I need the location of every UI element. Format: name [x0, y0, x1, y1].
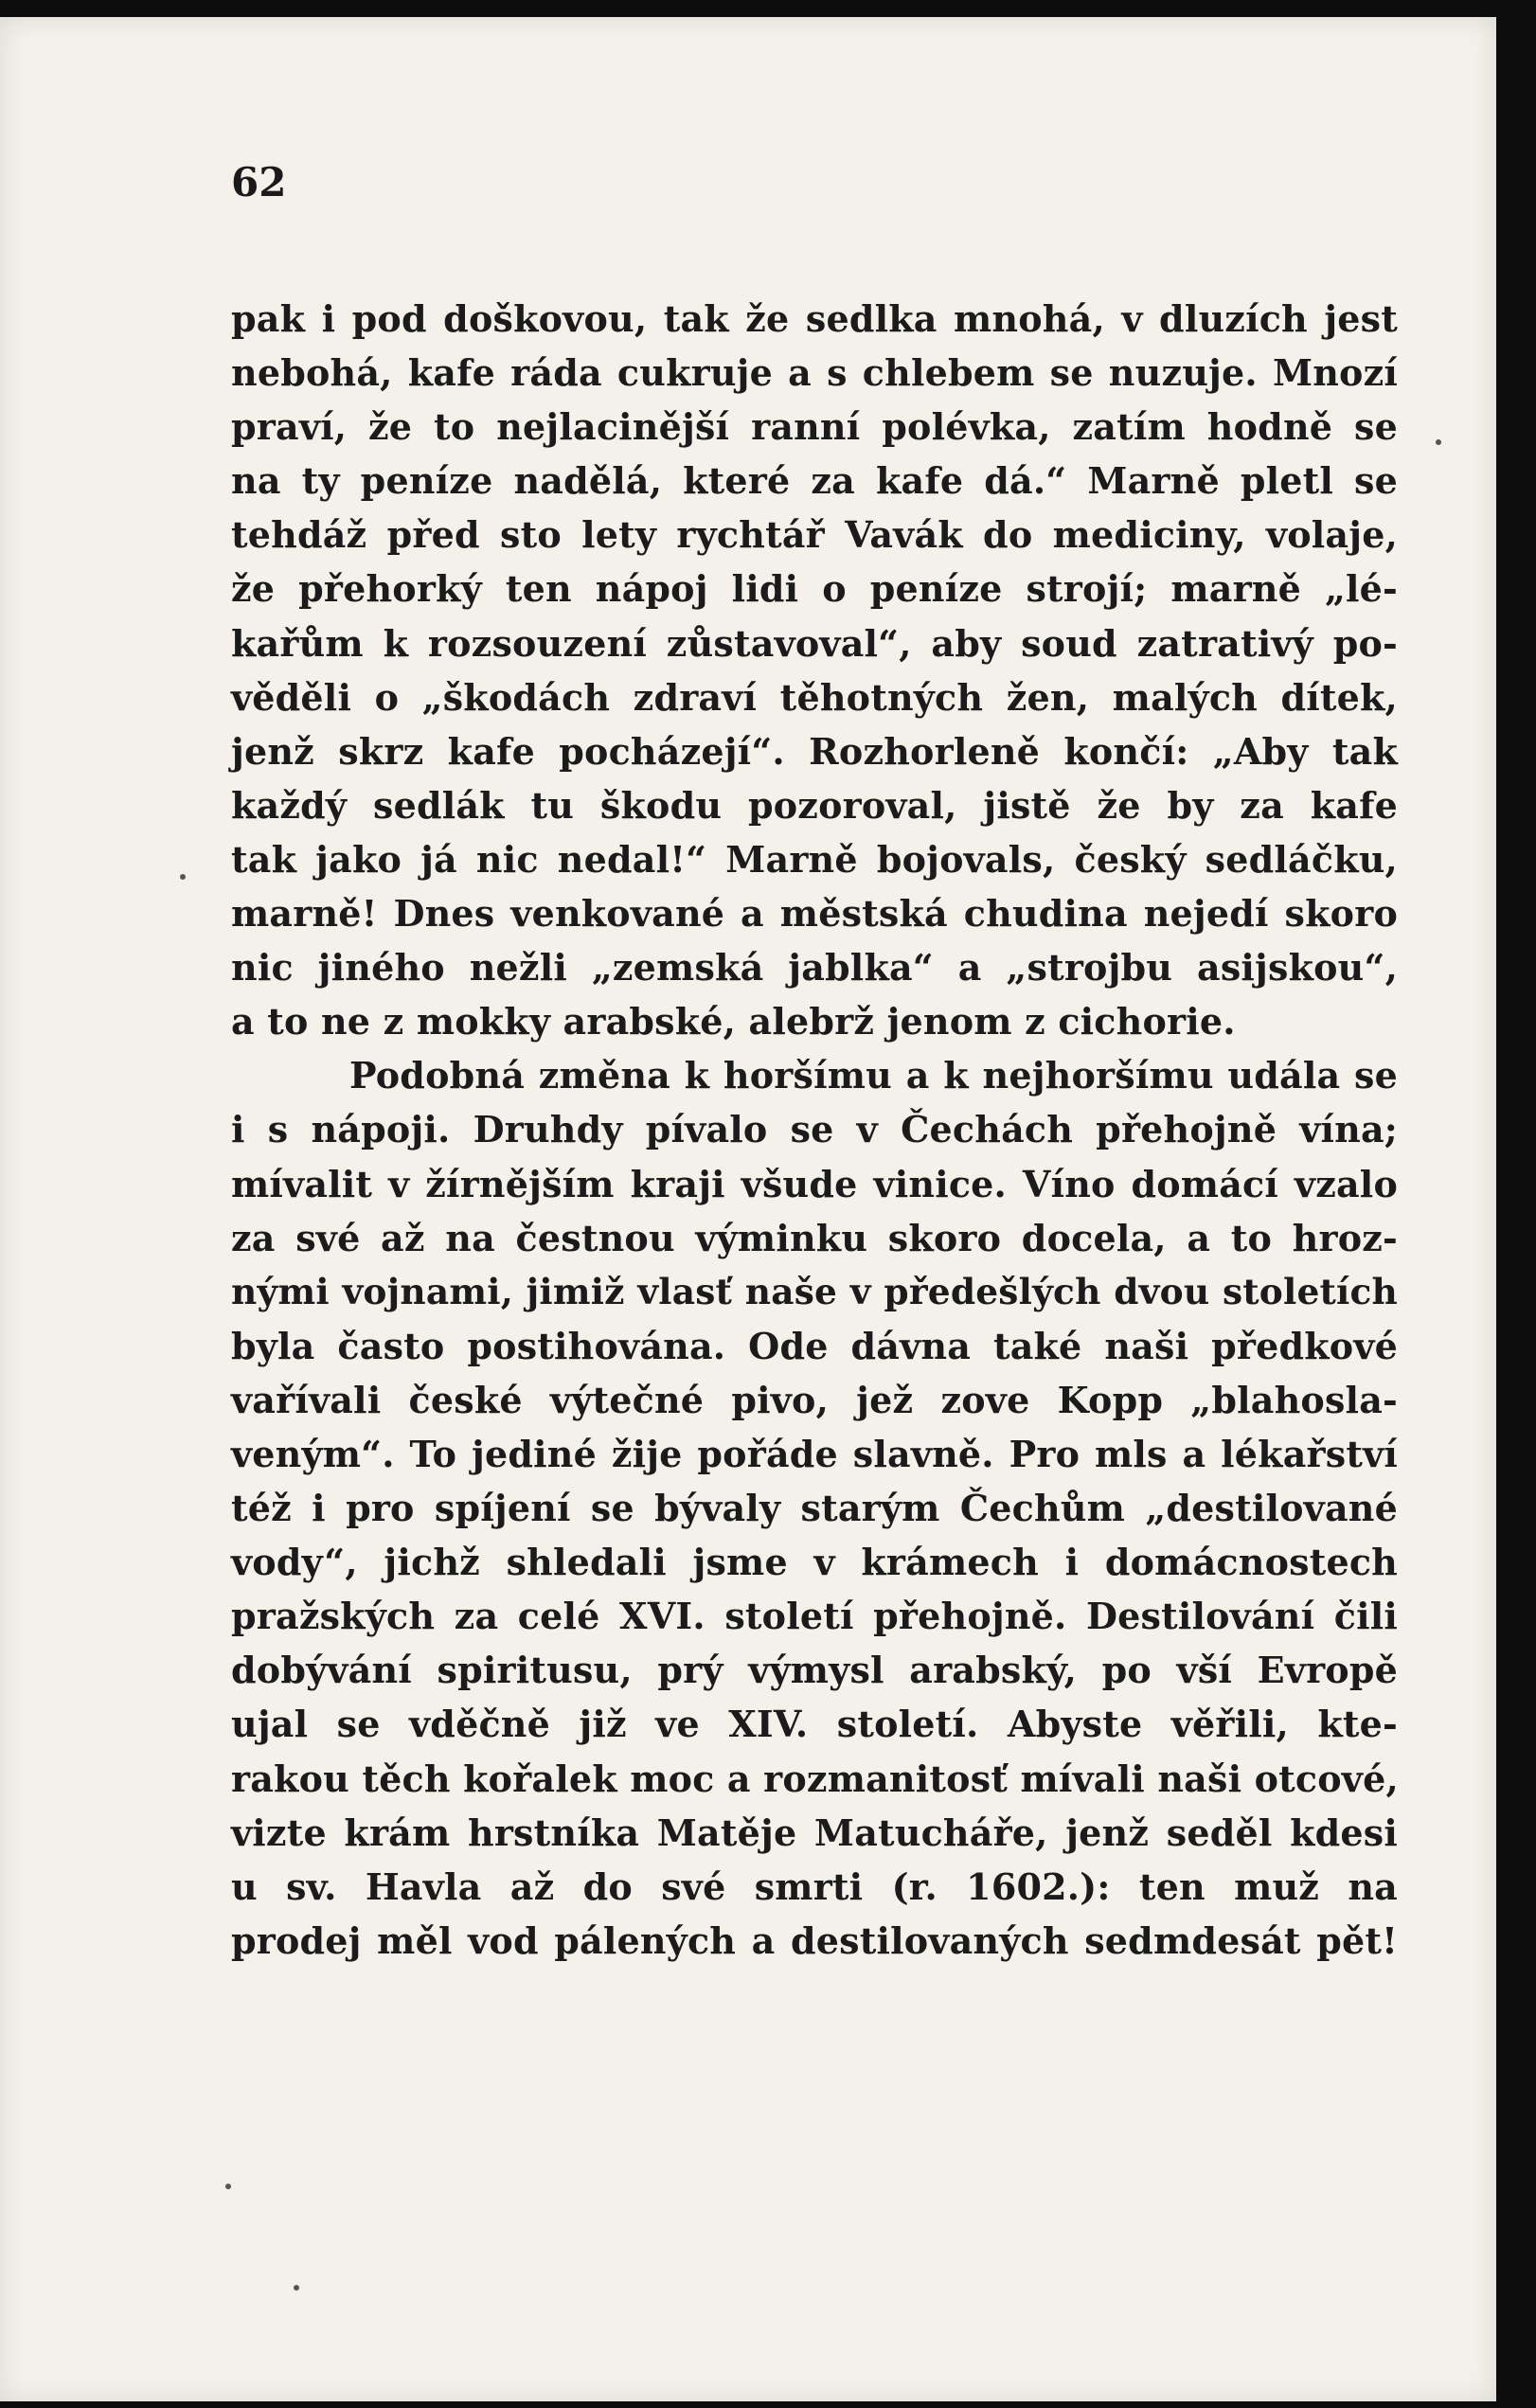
text-line: praví, že to nejlacinější ranní polévka, zatím hodně se: [231, 405, 1398, 449]
body-text: [231, 292, 1398, 1968]
text-line: byla často postihována. Ode dávna také naši předkové: [231, 1324, 1398, 1367]
text-line: u sv. Havla až do své smrti (r. 1602.): ten muž na: [231, 1864, 1398, 1908]
text-line: marně! Dnes venkované a městská chudina nejedí skoro: [231, 892, 1398, 936]
text-line: pražských za celé XVI. století přehojně. Destilování čili: [231, 1595, 1398, 1638]
text-line: a to ne z mokky arabské, alebrž jenom z cichorie.: [231, 1000, 1236, 1043]
paper-speck: [225, 2184, 231, 2189]
text-line: vařívali české výtečné pivo, jež zove Kopp „blahosla-: [231, 1378, 1398, 1421]
text-line: tehdáž před sto lety rychtář Vavák do mediciny, volaje,: [231, 513, 1398, 557]
paper-speck: [294, 2285, 299, 2291]
text-line: pak i pod doškovou, tak že sedlka mnohá, v dluzích jest: [231, 297, 1398, 340]
paragraph-start-line: Podobná změna k horšímu a k nejhoršímu udála se: [349, 1054, 1398, 1097]
text-line: tak jako já nic nedal!“ Marně bojovals, český sedláčku,: [231, 837, 1398, 881]
text-line: dobývání spiritusu, prý výmysl arabský, po vší Evropě: [231, 1649, 1398, 1692]
paper-speck: [180, 874, 186, 880]
text-line: jenž skrz kafe pocházejí“. Rozhorleně končí: „Aby tak: [231, 729, 1398, 773]
text-line: nic jiného nežli „zemská jablka“ a „strojbu asijskou“,: [231, 946, 1398, 990]
text-line: každý sedlák tu škodu pozoroval, jistě že by za kafe: [231, 783, 1398, 827]
text-line: nými vojnami, jimiž vlasť naše v předešlých dvou stoletích: [231, 1270, 1398, 1312]
text-line: vizte krám hrstníka Matěje Matucháře, jenž seděl kdesi: [231, 1810, 1398, 1854]
text-line: též i pro spíjení se bývaly starým Čechům „destilované: [231, 1487, 1398, 1530]
paper-speck: [1436, 439, 1441, 445]
text-line: za své až na čestnou výminku skoro docela, a to hroz-: [231, 1216, 1398, 1259]
book-page: [0, 17, 1496, 2401]
text-line: veným“. To jediné žije pořáde slavně. Pro mls a lékařství: [231, 1432, 1398, 1475]
text-line: nebohá, kafe ráda cukruje a s chlebem se nuzuje. Mnozí: [231, 351, 1398, 395]
text-line: kařům k rozsouzení zůstavoval“, aby soud zatrativý po-: [231, 621, 1398, 665]
text-line: prodej měl vod pálených a destilovaných sedmdesát pět!: [231, 1918, 1398, 1962]
text-line: že přehorký ten nápoj lidi o peníze strojí; marně „lé-: [231, 567, 1398, 611]
text-line: ujal se vděčně již ve XIV. století. Abyste věřili, kte-: [231, 1703, 1398, 1746]
text-line: věděli o „škodách zdraví těhotných žen, malých dítek,: [231, 675, 1398, 719]
text-line: rakou těch kořalek moc a rozmanitosť mívali naši otcové,: [231, 1757, 1399, 1800]
page-number: 62: [231, 159, 287, 205]
text-line: mívalit v žírnějším kraji všude vinice. Víno domácí vzalo: [231, 1162, 1398, 1205]
text-line: na ty peníze nadělá, které za kafe dá.“ Marně pletl se: [231, 459, 1398, 503]
text-line: vody“, jichž shledali jsme v krámech i domácnostech: [231, 1541, 1398, 1584]
text-line: i s nápoji. Druhdy pívalo se v Čechách přehojně vína;: [231, 1108, 1398, 1151]
